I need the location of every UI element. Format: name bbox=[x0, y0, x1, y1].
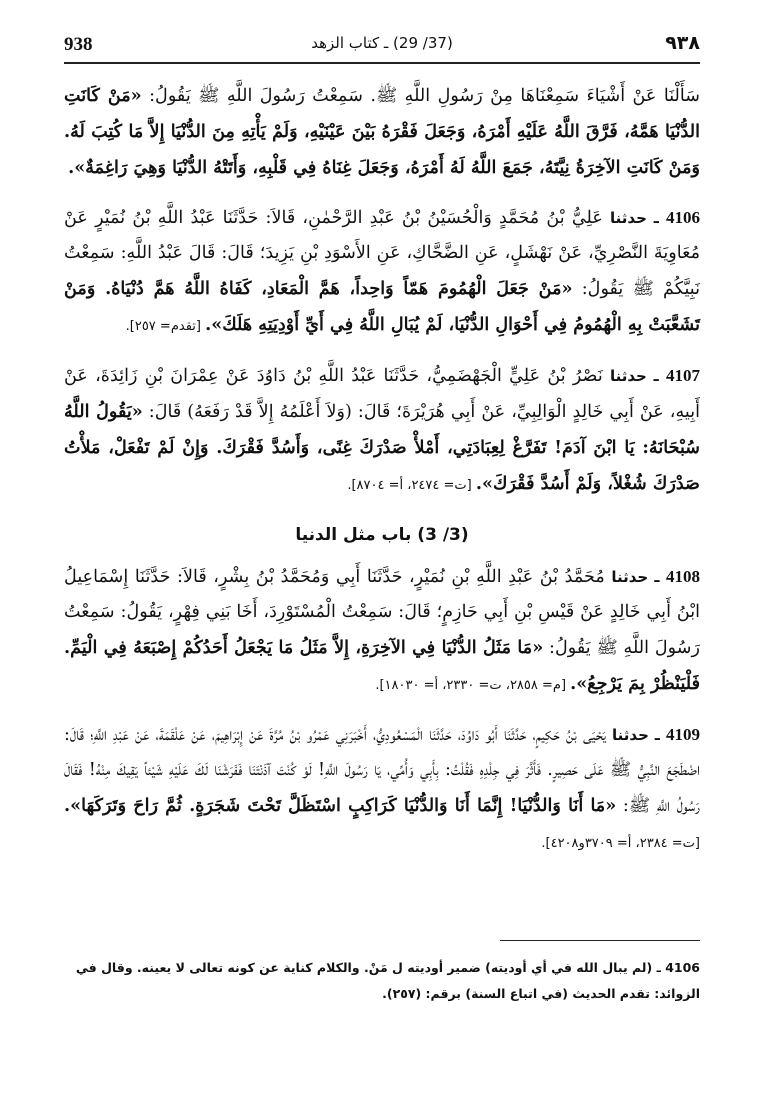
hadith-number: 4109 bbox=[666, 725, 701, 744]
page-header bbox=[64, 28, 700, 64]
page-number-latin: 938 bbox=[64, 34, 93, 55]
hadith-4108 bbox=[64, 559, 700, 703]
hadith-matn: «مَا أَنَا وَالدُّنْيَا! إِنَّمَا أَنَا وَالدُّنْيَا كَرَاكِبٍ اسْتَظَلَّ تَحْتَ شَجَرَةٍ. ثُمَّ رَاحَ وَتَرَكَهَا». bbox=[64, 795, 617, 816]
hadith-matn: «يَقُولُ اللَّهُ سُبْحَانَهُ: يَا ابْنَ آدَمَ! تَفَرَّغْ لِعِبَادَتِي، أَمْلأْ صَدْرَكَ غِنًى، وَأَسُدَّ فَقْرَكَ. وَإِنْ لَمْ تَفْعَلْ، مَلأْتُ صَدْرَكَ شُغْلاً، وَلَمْ أَسُدَّ فَقْرَكَ». bbox=[64, 401, 700, 494]
hadith-4106 bbox=[64, 200, 700, 344]
haddathana-label: ـ حدثنا bbox=[611, 568, 660, 586]
hadith-number: 4107 bbox=[666, 366, 701, 385]
hadith-isnad: نَصْرُ بْنُ عَلِيٍّ الْجَهْضَمِيُّ، حَدَّثَنَا عَبْدُ اللَّهِ بْنُ دَاوُدَ عَنْ عِمْرَانَ بْنِ زَائِدَةَ، عَنْ أَبِيهِ، عَنْ أَبِي خَالِدٍ الْوَالِبِيِّ، عَنْ أَبِي هُرَيْرَةَ؛ قَالَ: (وَلاَ أَعْلَمُهُ إِلاَّ قَدْ رَفَعَهُ) قَالَ: bbox=[64, 366, 700, 422]
hadith-4109 bbox=[64, 717, 700, 861]
running-title: (37/ 29) ـ كتاب الزهد bbox=[311, 34, 453, 52]
footnotes bbox=[64, 940, 700, 1007]
haddathana-label: ـ حدثنا bbox=[612, 726, 660, 744]
footnote-divider bbox=[500, 940, 700, 941]
intro-paragraph bbox=[64, 78, 700, 186]
hadith-matn: «مَنْ جَعَلَ الْهُمُومَ هَمّاً وَاحِداً، هَمَّ الْمَعَادِ، كَفَاهُ اللَّهُ هَمَّ دُنْيَاهُ. وَمَنْ تَشَعَّبَتْ بِهِ الْهُمُومُ فِي أَحْوَالِ الدُّنْيَا، لَمْ يُبَالِ اللَّهُ فِي أَيِّ أَوْدِيَتِهِ هَلَكَ». bbox=[64, 278, 700, 335]
hadith-matn: «مَا مَثَلُ الدُّنْيَا فِي الآخِرَةِ، إِلاَّ مَثَلُ مَا يَجْعَلُ أَحَدُكُمْ إِصْبَعَهُ فِي الْيَمِّ. فَلْيَنْظُرْ بِمَ يَرْجِعُ». bbox=[64, 637, 700, 694]
chapter-heading: (3/ 3) باب مثل الدنيا bbox=[295, 525, 469, 545]
intro-matn: «مَنْ كَانَتِ الدُّنْيَا هَمَّهُ، فَرَّقَ اللَّهُ عَلَيْهِ أَمْرَهُ، وَجَعَلَ فَقْرَهُ بَيْنَ عَيْنَيْهِ، وَلَمْ يَأْتِهِ مِنَ الدُّنْيَا إِلاَّ مَا كُتِبَ لَهُ. وَمَنْ كَانَتِ الآخِرَةُ نِيَّتَهُ، جَمَعَ اللَّهُ لَهُ أَمْرَهُ، وَجَعَلَ غِنَاهُ فِي قَلْبِهِ، وَأَتَتْهُ الدُّنْيَا وَهِيَ رَاغِمَةٌ». bbox=[64, 85, 700, 178]
page-body bbox=[64, 78, 700, 861]
intro-text: سَأَلْنَا عَنْ أَشْيَاءَ سَمِعْنَاهَا مِنْ رَسُولِ اللَّهِ ﷺ. سَمِعْتُ رَسُولَ اللَّهِ ﷺ يَقُولُ: bbox=[141, 86, 700, 106]
hadith-number: 4106 bbox=[666, 208, 701, 227]
footnote-line-1: 4106 ـ (لم يبال الله في أي أوديته) ضمير أوديته ل مَنْ. والكلام كناية عن كونه تعالى لا يعينه. وقال في bbox=[75, 960, 700, 975]
page-number-arabic: ٩٣٨ bbox=[665, 32, 700, 54]
haddathana-label: ـ حدثنا bbox=[609, 367, 659, 385]
hadith-reference: [ت= ٢٣٨٤، أ= ٣٧٠٩و٤٢٠٨]. bbox=[541, 836, 700, 851]
haddathana-label: ـ حدثنا bbox=[610, 209, 659, 227]
hadith-reference: [ت= ٢٤٧٤، أ= ٨٧٠٤]. bbox=[347, 478, 476, 493]
hadith-reference: [تقدم= ٢٥٧]. bbox=[125, 319, 206, 334]
hadith-isnad: مُحَمَّدُ بْنُ عَبْدِ اللَّهِ بْنِ نُمَيْرٍ، حَدَّثَنَا أَبِي وَمُحَمَّدُ بْنُ بِشْرٍ، قَالاَ: حَدَّثَنَا إِسْمَاعِيلُ ابْنُ أَبِي خَالِدٍ عَنْ قَيْسِ بْنِ أَبِي حَازِمٍ؛ قَالَ: سَمِعْتُ الْمُسْتَوْرِدَ، أَخَا بَنِي فِهْرٍ، يَقُولُ: سَمِعْتُ رَسُولَ اللَّهِ ﷺ يَقُولُ: bbox=[64, 567, 700, 658]
footnote-line-2: الزوائد: تقدم الحديث (في اتباع السنة) برقم: (٢٥٧). bbox=[382, 986, 700, 1001]
hadith-isnad: عَلِيُّ بْنُ مُحَمَّدٍ وَالْحُسَيْنُ بْنُ عَبْدِ الرَّحْمٰنِ، قَالاَ: حَدَّثَنَا عَبْدُ اللَّهِ بْنُ نُمَيْرٍ عَنْ مُعَاوِيَةَ النَّصْرِيِّ، عَنْ نَهْشَلٍ، عَنِ الضَّحَّاكِ، عَنِ الأَسْوَدِ بْنِ يَزِيدَ؛ قَالَ: قَالَ عَبْدُ اللَّهِ: سَمِعْتُ نَبِيَّكُمْ ﷺ يَقُولُ: bbox=[64, 208, 700, 299]
hadith-reference: [م= ٢٨٥٨، ت= ٢٣٣٠، أ= ١٨٠٣٠]. bbox=[375, 678, 571, 693]
hadith-number: 4108 bbox=[666, 567, 701, 586]
hadith-4107 bbox=[64, 358, 700, 503]
hadith-isnad: يَحْيَى بْنُ حَكِيمٍ، حَدَّثَنَا أَبُو دَاوُدَ، حَدَّثَنَا الْمَسْعُودِيُّ، أَخْبَرَنِي عَمْرُو بْنُ مُرَّةَ عَنْ إِبْرَاهِيمَ، عَنْ عَلْقَمَةَ، عَنْ عَبْدِ اللَّهِ؛ قَالَ: اضْطَجَعَ النَّبِيُّ ﷺ عَلَى حَصِيرٍ. فَأَثَّرَ فِي جِلْدِهِ فَقُلْتُ: بِأَبِي وَأُمِّي، يَا رَسُولَ اللَّهِ! لَوْ كُنْتَ آذَنْتَنَا فَفَرَشْنَا لَكَ عَلَيْهِ شَيْئاً يَقِيكَ مِنْهُ! فَقَالَ رَسُولُ اللَّهِ ﷺ: bbox=[64, 725, 700, 816]
